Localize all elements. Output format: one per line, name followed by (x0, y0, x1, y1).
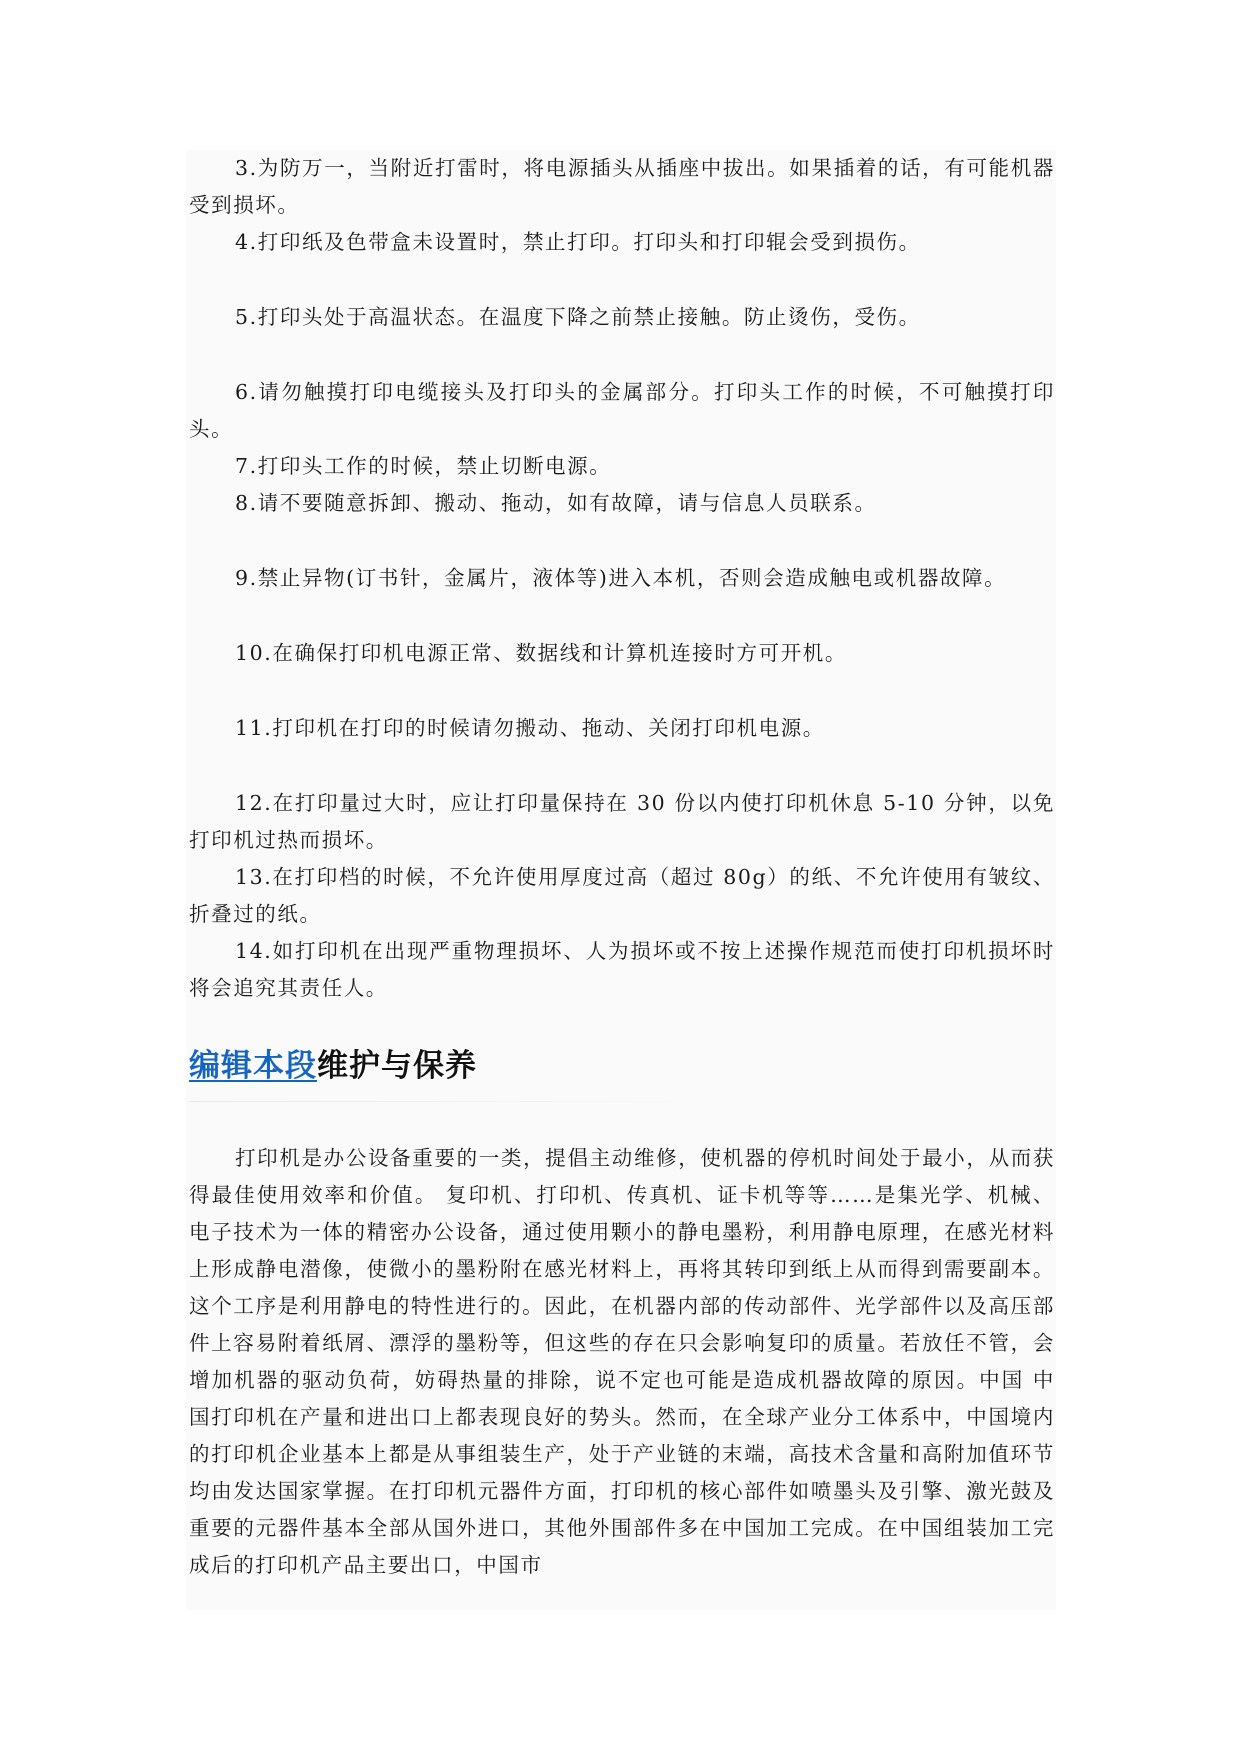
section-heading (189, 1031, 1055, 1101)
safety-note-12: 12.在打印量过大时，应让打印量保持在 30 份以内使打印机休息 5-10 分钟，以免打印机过热而损坏。 (189, 791, 1055, 852)
spacer (189, 747, 1055, 785)
safety-note-6: 6.请勿触摸打印电缆接头及打印头的金属部分。打印头工作的时候，不可触摸打印头。 (189, 380, 1055, 441)
spacer (189, 261, 1055, 299)
spacer (189, 522, 1055, 560)
spacer (189, 672, 1055, 710)
safety-note-13: 13.在打印档的时候，不允许使用厚度过高（超过 80g）的纸、不允许使用有皱纹、折叠过的纸。 (189, 865, 1055, 926)
edit-section-link[interactable]: 编辑本段 (189, 1048, 317, 1084)
safety-note-11: 11.打印机在打印的时候请勿搬动、拖动、关闭打印机电源。 (235, 716, 825, 740)
safety-note-8: 8.请不要随意拆卸、搬动、拖动，如有故障，请与信息人员联系。 (235, 491, 877, 515)
spacer (189, 1007, 1055, 1031)
heading-divider (189, 1101, 709, 1102)
safety-note-14: 14.如打印机在出现严重物理损坏、人为损坏或不按上述操作规范而使打印机损坏时将会追究其责任人。 (189, 939, 1055, 1000)
safety-note-10: 10.在确保打印机电源正常、数据线和计算机连接时方可开机。 (235, 641, 847, 665)
spacer (189, 336, 1055, 374)
safety-note-5: 5.打印头处于高温状态。在温度下降之前禁止接触。防止烫伤，受伤。 (235, 305, 921, 329)
safety-note-3: 3.为防万一，当附近打雷时，将电源插头从插座中拔出。如果插着的话，有可能机器受到损坏。 (189, 156, 1055, 217)
safety-note-9: 9.禁止异物(订书针，金属片，液体等)进入本机，否则会造成触电或机器故障。 (235, 566, 1007, 590)
section-title: 维护与保养 (317, 1048, 477, 1084)
document-content (189, 150, 1055, 1584)
safety-note-7: 7.打印头工作的时候，禁止切断电源。 (235, 454, 612, 478)
safety-note-4: 4.打印纸及色带盒未设置时，禁止打印。打印头和打印辊会受到损伤。 (235, 230, 921, 254)
spacer (189, 597, 1055, 635)
section-body: 打印机是办公设备重要的一类，提倡主动维修，使机器的停机时间处于最小，从而获得最佳使用效率和价值。 复印机、打印机、传真机、证卡机等等……是集光学、机械、电子技术为一体的精密办公设备，通过使用颗小的静电墨粉，利用静电原理，在感光材料上形成静电潜像，使微小的墨粉附在感光材料上，再将其转印到纸上从而得到需要副本。这个工序是利用静电的特性进行的。因此，在机器内部的传动部件、光学部件以及高压部件上容易附着纸屑、漂浮的墨粉等，但这些的存在只会影响复印的质量。若放任不管，会增加机器的驱动负荷，妨碍热量的排除，说不定也可能是造成机器故障的原因。中国 中国打印机在产量和进出口上都表现良好的势头。然而，在全球产业分工体系中，中国境内的打印机企业基本上都是从事组装生产，处于产业链的末端，高技术含量和高附加值环节均由发达国家掌握。在打印机元器件方面，打印机的核心部件如喷墨头及引擎、激光鼓及重要的元器件基本全部从国外进口，其他外围部件多在中国加工完成。在中国组装加工完成后的打印机产品主要出口，中国市 (189, 1146, 1055, 1577)
